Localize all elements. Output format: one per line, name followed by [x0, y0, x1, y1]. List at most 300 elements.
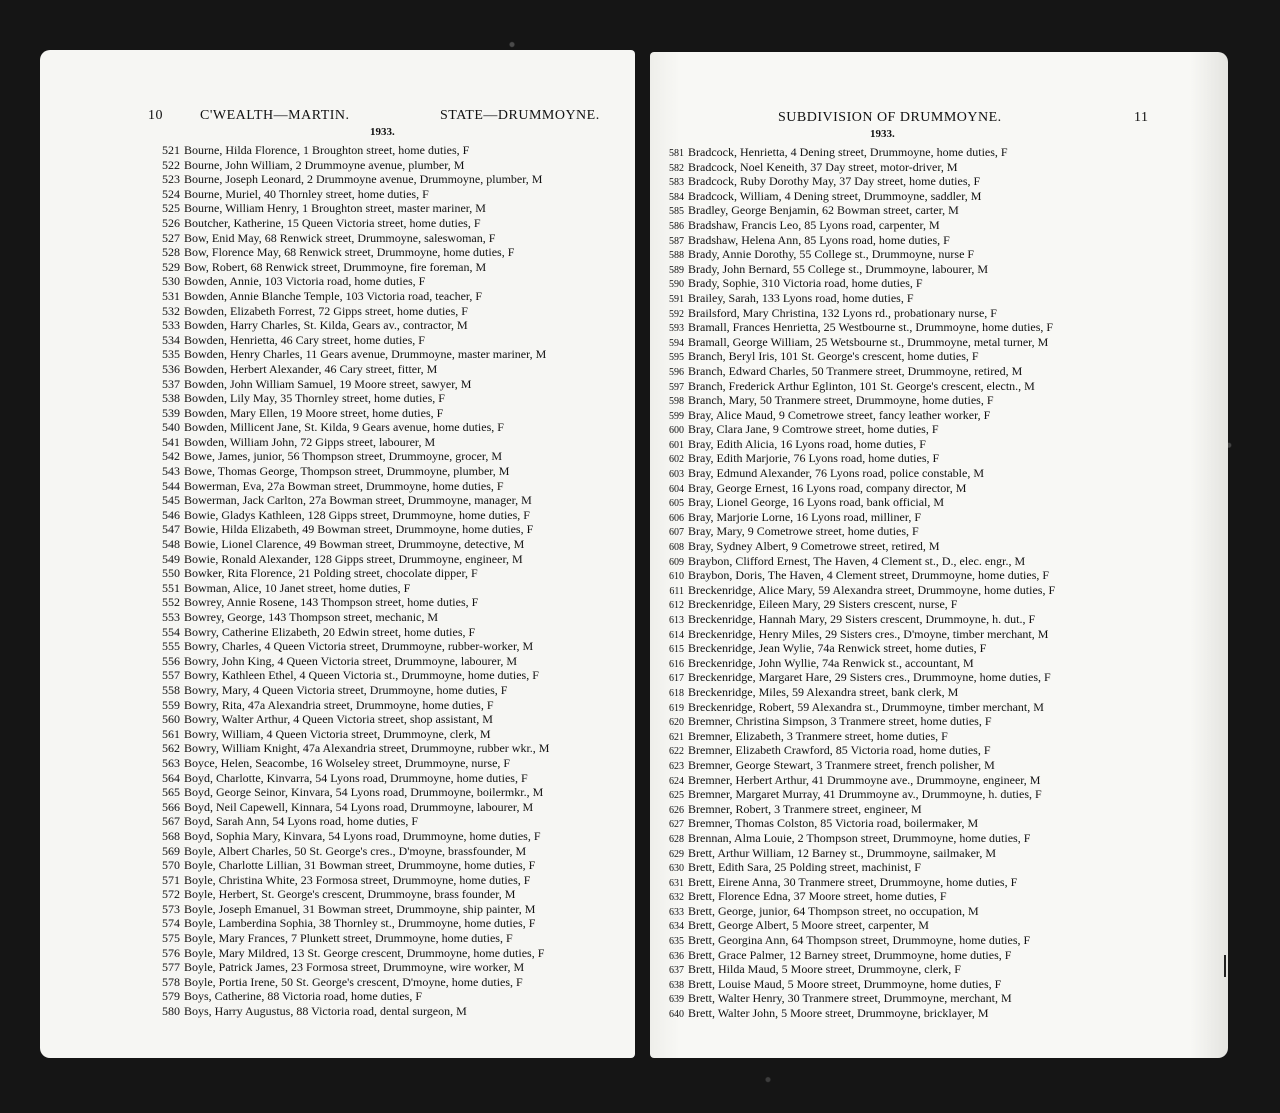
list-item	[148, 931, 635, 946]
list-item	[148, 406, 635, 421]
entry-text: Bourne, William Henry, 1 Broughton street, master mariner, M	[184, 201, 486, 216]
entry-number: 521	[162, 143, 180, 157]
entry-text: Brett, George Albert, 5 Moore street, carpenter, M	[688, 918, 929, 933]
entry-text: Brady, Annie Dorothy, 55 College st., Drummoyne, nurse F	[688, 247, 975, 262]
list-item	[148, 362, 635, 377]
entry-number: 633	[669, 906, 684, 918]
entry-text: Branch, Frederick Arthur Eglinton, 101 St. George's crescent, electn., M	[688, 378, 1035, 393]
entry-text: Brett, Walter John, 5 Moore street, Drummoyne, bricklayer, M	[688, 1006, 989, 1021]
entry-number: 625	[669, 790, 684, 802]
list-item	[148, 1004, 635, 1019]
entry-number: 548	[162, 537, 180, 552]
entry-number: 615	[669, 644, 684, 656]
list-item	[148, 449, 635, 464]
left-page-header	[40, 108, 635, 128]
list-item	[660, 816, 1215, 831]
entry-number: 555	[162, 639, 180, 654]
entry-number: 552	[162, 595, 180, 610]
entry-number: 573	[162, 901, 180, 916]
entry-number: 614	[669, 629, 684, 641]
entry-text: Bramall, George William, 25 Wetsbourne st., Drummoyne, metal turner, M	[688, 334, 1049, 349]
entry-number: 626	[669, 804, 684, 816]
list-item	[660, 1006, 1215, 1021]
entry-text: Bradcock, Noel Keneith, 37 Day street, motor-driver, M	[688, 159, 958, 174]
entry-text: Breckenridge, Eileen Mary, 29 Sisters crescent, nurse, F	[688, 597, 958, 612]
list-item	[660, 860, 1215, 875]
entry-number: 550	[162, 566, 180, 581]
entry-text: Bowie, Hilda Elizabeth, 49 Bowman street, Drummoyne, home duties, F	[184, 522, 534, 537]
entry-number: 562	[162, 741, 180, 756]
right-entries-list	[660, 145, 1215, 1021]
list-item	[660, 641, 1215, 656]
list-item	[660, 218, 1215, 233]
list-item	[660, 758, 1215, 773]
entry-text: Bradcock, William, 4 Dening street, Drummoyne, saddler, M	[688, 188, 982, 203]
entry-number: 558	[162, 682, 180, 697]
entry-number: 611	[669, 585, 684, 597]
entry-number: 523	[162, 172, 180, 187]
list-item	[148, 464, 635, 479]
list-item	[660, 700, 1215, 715]
right-page-number: 11	[1134, 110, 1149, 125]
entry-number: 566	[162, 799, 180, 814]
list-item	[148, 581, 635, 596]
entry-text: Brett, Eirene Anna, 30 Tranmere street, Drummoyne, home duties, F	[688, 874, 1018, 889]
list-item	[148, 727, 635, 742]
list-item	[660, 174, 1215, 189]
left-entries-list	[148, 143, 635, 1019]
list-item	[660, 729, 1215, 744]
list-item	[148, 654, 635, 669]
list-item	[660, 291, 1215, 306]
list-item	[148, 989, 635, 1004]
entry-text: Bray, Edmund Alexander, 76 Lyons road, police constable, M	[688, 466, 985, 481]
entry-text: Bremner, Herbert Arthur, 41 Drummoyne ave., Drummoyne, engineer, M	[688, 772, 1041, 787]
entry-text: Bowden, Elizabeth Forrest, 72 Gipps street, home duties, F	[184, 303, 468, 318]
entry-number: 637	[669, 965, 684, 977]
entry-text: Bowry, William Knight, 47a Alexandria street, Drummoyne, rubber wkr., M	[184, 741, 550, 756]
list-item	[148, 698, 635, 713]
list-item	[148, 347, 635, 362]
entry-number: 525	[162, 201, 180, 216]
list-item	[148, 260, 635, 275]
list-item	[660, 627, 1215, 642]
list-item	[660, 466, 1215, 481]
entry-text: Bray, Edith Marjorie, 76 Lyons road, home duties, F	[688, 451, 940, 466]
entry-text: Bremner, Elizabeth Crawford, 85 Victoria road, home duties, F	[688, 743, 991, 758]
entry-text: Brett, Georgina Ann, 64 Thompson street, Drummoyne, home duties, F	[688, 933, 1031, 948]
entry-text: Bowden, John William Samuel, 19 Moore street, sawyer, M	[184, 376, 472, 391]
entry-text: Brennan, Alma Louie, 2 Thompson street, Drummoyne, home duties, F	[688, 830, 1031, 845]
list-item	[660, 203, 1215, 218]
entry-text: Bremner, Robert, 3 Tranmere street, engineer, M	[688, 801, 922, 816]
entry-text: Boys, Harry Augustus, 88 Victoria road, dental surgeon, M	[184, 1004, 467, 1019]
list-item	[660, 364, 1215, 379]
entry-text: Breckenridge, John Wyllie, 74a Renwick st., accountant, M	[688, 655, 974, 670]
list-item	[148, 844, 635, 859]
entry-number: 522	[162, 157, 180, 172]
entry-text: Brett, Arthur William, 12 Barney st., Drummoyne, sailmaker, M	[688, 845, 997, 860]
list-item	[148, 829, 635, 844]
entry-number: 524	[162, 186, 180, 201]
entry-text: Brailsford, Mary Christina, 132 Lyons rd., probationary nurse, F	[688, 305, 997, 320]
entry-text: Bourne, Hilda Florence, 1 Broughton street, home duties, F	[184, 143, 470, 157]
entry-number: 530	[162, 274, 180, 289]
entry-text: Brailey, Sarah, 133 Lyons road, home duties, F	[688, 290, 914, 305]
entry-text: Bowden, Annie Blanche Temple, 103 Victoria road, teacher, F	[184, 288, 483, 303]
left-page-number: 10	[148, 108, 163, 123]
entry-number: 639	[669, 994, 684, 1006]
entry-text: Bradshaw, Helena Ann, 85 Lyons road, home duties, F	[688, 232, 950, 247]
left-page	[40, 50, 635, 1058]
entry-number: 623	[669, 760, 684, 772]
list-item	[148, 800, 635, 815]
list-item	[148, 741, 635, 756]
entry-text: Bray, Clara Jane, 9 Comtrowe street, home duties, F	[688, 422, 939, 437]
entry-text: Bremner, Margaret Murray, 41 Drummoyne av., Drummoyne, h. duties, F	[688, 787, 1042, 802]
entry-text: Boyd, Neil Capewell, Kinnara, 54 Lyons road, Drummoyne, labourer, M	[184, 799, 534, 814]
list-item	[660, 568, 1215, 583]
entry-text: Branch, Mary, 50 Tranmere street, Drummoyne, home duties, F	[688, 393, 994, 408]
entry-number: 567	[162, 814, 180, 829]
list-item	[148, 245, 635, 260]
list-item	[660, 918, 1215, 933]
entry-number: 607	[669, 527, 684, 539]
list-item	[148, 391, 635, 406]
entry-number: 535	[162, 347, 180, 362]
list-item	[148, 187, 635, 202]
entry-text: Bowry, Rita, 47a Alexandria street, Drummoyne, home duties, F	[184, 697, 494, 712]
entry-text: Bray, Edith Alicia, 16 Lyons road, home duties, F	[688, 436, 926, 451]
entry-text: Boyle, Mary Mildred, 13 St. George crescent, Drummoyne, home duties, F	[184, 945, 545, 960]
list-item	[148, 435, 635, 450]
list-item	[660, 583, 1215, 598]
entry-text: Bowerman, Jack Carlton, 27a Bowman street, Drummoyne, manager, M	[184, 493, 532, 508]
right-page-header	[650, 110, 1228, 130]
entry-text: Bowry, Catherine Elizabeth, 20 Edwin street, home duties, F	[184, 624, 476, 639]
entry-number: 563	[162, 755, 180, 770]
entry-text: Brett, George, junior, 64 Thompson street, no occupation, M	[688, 903, 979, 918]
entry-text: Bowe, Thomas George, Thompson street, Drummoyne, plumber, M	[184, 464, 510, 479]
list-item	[148, 304, 635, 319]
entry-text: Bowden, Henry Charles, 11 Gears avenue, Drummoyne, master mariner, M	[184, 347, 547, 362]
entry-number: 592	[669, 308, 684, 320]
list-item	[148, 814, 635, 829]
entry-number: 600	[669, 425, 684, 437]
entry-number: 577	[162, 960, 180, 975]
list-item	[148, 595, 635, 610]
list-item	[148, 668, 635, 683]
entry-text: Breckenridge, Henry Miles, 29 Sisters cres., D'moyne, timber merchant, M	[688, 626, 1049, 641]
list-item	[148, 566, 635, 581]
entry-number: 603	[669, 469, 684, 481]
entry-number: 565	[162, 785, 180, 800]
entry-number: 571	[162, 872, 180, 887]
entry-text: Bowry, Charles, 4 Queen Victoria street, Drummoyne, rubber-worker, M	[184, 639, 534, 654]
list-item	[148, 858, 635, 873]
entry-number: 569	[162, 843, 180, 858]
list-item	[148, 887, 635, 902]
list-item	[660, 685, 1215, 700]
entry-number: 630	[669, 863, 684, 875]
entry-text: Braybon, Doris, The Haven, 4 Clement street, Drummoyne, home duties, F	[688, 568, 1050, 583]
list-item	[660, 481, 1215, 496]
entry-number: 536	[162, 361, 180, 376]
entry-text: Bowry, William, 4 Queen Victoria street, Drummoyne, clerk, M	[184, 726, 491, 741]
left-page-year: 1933.	[370, 126, 395, 138]
entry-number: 616	[669, 658, 684, 670]
entry-number: 595	[669, 352, 684, 364]
list-item	[660, 539, 1215, 554]
entry-text: Bremner, Elizabeth, 3 Tranmere street, home duties, F	[688, 728, 948, 743]
entry-number: 576	[162, 945, 180, 960]
entry-number: 529	[162, 259, 180, 274]
list-item	[660, 773, 1215, 788]
list-item	[148, 318, 635, 333]
entry-number: 564	[162, 770, 180, 785]
list-item	[148, 333, 635, 348]
list-item	[660, 262, 1215, 277]
entry-text: Bray, Marjorie Lorne, 16 Lyons road, milliner, F	[688, 509, 922, 524]
entry-text: Bowden, Millicent Jane, St. Kilda, 9 Gears avenue, home duties, F	[184, 420, 504, 435]
entry-text: Bourne, John William, 2 Drummoyne avenue, plumber, M	[184, 157, 465, 172]
entry-number: 537	[162, 376, 180, 391]
list-item	[660, 802, 1215, 817]
entry-text: Bowry, Walter Arthur, 4 Queen Victoria street, shop assistant, M	[184, 712, 493, 727]
list-item	[660, 422, 1215, 437]
list-item	[660, 991, 1215, 1006]
entry-number: 549	[162, 551, 180, 566]
page-edge-mark	[1224, 955, 1226, 977]
entry-number: 619	[669, 702, 684, 714]
entry-number: 604	[669, 483, 684, 495]
entry-text: Bowie, Gladys Kathleen, 128 Gipps street, Drummoyne, home duties, F	[184, 507, 530, 522]
right-header-subdivision: SUBDIVISION OF DRUMMOYNE.	[778, 110, 1002, 125]
list-item	[660, 408, 1215, 423]
entry-text: Bowry, Kathleen Ethel, 4 Queen Victoria st., Drummoyne, home duties, F	[184, 668, 539, 683]
entry-number: 609	[669, 556, 684, 568]
entry-text: Boutcher, Katherine, 15 Queen Victoria street, home duties, F	[184, 215, 481, 230]
list-item	[660, 276, 1215, 291]
list-item	[148, 289, 635, 304]
list-item	[660, 510, 1215, 525]
list-item	[660, 889, 1215, 904]
list-item	[660, 554, 1215, 569]
entry-text: Bowden, Harry Charles, St. Kilda, Gears av., contractor, M	[184, 318, 468, 333]
list-item	[660, 743, 1215, 758]
list-item	[660, 977, 1215, 992]
entry-number: 543	[162, 464, 180, 479]
entry-number: 575	[162, 931, 180, 946]
list-item	[660, 233, 1215, 248]
entry-number: 606	[669, 512, 684, 524]
entry-text: Bourne, Joseph Leonard, 2 Drummoyne avenue, Drummoyne, plumber, M	[184, 172, 543, 187]
entry-number: 597	[669, 381, 684, 393]
list-item	[660, 846, 1215, 861]
entry-number: 532	[162, 303, 180, 318]
list-item	[148, 946, 635, 961]
entry-number: 540	[162, 420, 180, 435]
entry-text: Boyle, Lamberdina Sophia, 38 Thornley st., Drummoyne, home duties, F	[184, 916, 536, 931]
list-item	[148, 975, 635, 990]
entry-number: 617	[669, 673, 684, 685]
entry-number: 544	[162, 478, 180, 493]
list-item	[660, 714, 1215, 729]
list-item	[660, 437, 1215, 452]
list-item	[148, 274, 635, 289]
entry-text: Boyd, Sophia Mary, Kinvara, 54 Lyons road, Drummoyne, home duties, F	[184, 828, 541, 843]
entry-number: 632	[669, 892, 684, 904]
list-item	[660, 933, 1215, 948]
list-item	[148, 231, 635, 246]
entry-text: Bowman, Alice, 10 Janet street, home duties, F	[184, 580, 411, 595]
list-item	[148, 902, 635, 917]
entry-number: 620	[669, 717, 684, 729]
entry-text: Bray, George Ernest, 16 Lyons road, company director, M	[688, 480, 967, 495]
list-item	[148, 479, 635, 494]
list-item	[660, 831, 1215, 846]
entry-number: 572	[162, 887, 180, 902]
entry-text: Bowden, Lily May, 35 Thornley street, home duties, F	[184, 391, 445, 406]
list-item	[660, 787, 1215, 802]
list-item	[148, 625, 635, 640]
entry-text: Brett, Walter Henry, 30 Tranmere street, Drummoyne, merchant, M	[688, 991, 1012, 1006]
entry-text: Bray, Alice Maud, 9 Cometrowe street, fancy leather worker, F	[688, 407, 991, 422]
entry-text: Bradcock, Henrietta, 4 Dening street, Drummoyne, home duties, F	[688, 145, 1008, 159]
entry-text: Breckenridge, Margaret Hare, 29 Sisters cres., Drummoyne, home duties, F	[688, 670, 1051, 685]
entry-number: 582	[669, 162, 684, 174]
entry-text: Brett, Hilda Maud, 5 Moore street, Drummoyne, clerk, F	[688, 962, 961, 977]
entry-text: Boyle, Herbert, St. George's crescent, Drummoyne, brass founder, M	[184, 887, 516, 902]
entry-text: Bourne, Muriel, 40 Thornley street, home duties, F	[184, 186, 429, 201]
entry-number: 583	[669, 177, 684, 189]
list-item	[660, 597, 1215, 612]
entry-number: 578	[162, 974, 180, 989]
entry-number: 551	[162, 580, 180, 595]
entry-number: 622	[669, 746, 684, 758]
entry-number: 574	[162, 916, 180, 931]
entry-text: Bremner, George Stewart, 3 Tranmere street, french polisher, M	[688, 757, 995, 772]
list-item	[660, 495, 1215, 510]
list-item	[660, 875, 1215, 890]
entry-number: 561	[162, 726, 180, 741]
entry-text: Bremner, Christina Simpson, 3 Tranmere street, home duties, F	[688, 714, 992, 729]
list-item	[660, 145, 1215, 160]
list-item	[148, 537, 635, 552]
list-item	[660, 904, 1215, 919]
entry-text: Brett, Louise Maud, 5 Moore street, Drummoyne, home duties, F	[688, 976, 1002, 991]
entry-text: Braybon, Clifford Ernest, The Haven, 4 Clement st., D., elec. engr., M	[688, 553, 1026, 568]
list-item	[660, 189, 1215, 204]
entry-number: 580	[162, 1004, 180, 1019]
entry-text: Bradshaw, Francis Leo, 85 Lyons road, carpenter, M	[688, 217, 940, 232]
entry-text: Bray, Lionel George, 16 Lyons road, bank official, M	[688, 495, 945, 510]
entry-number: 621	[669, 731, 684, 743]
list-item	[148, 610, 635, 625]
entry-number: 553	[162, 610, 180, 624]
entry-number: 636	[669, 950, 684, 962]
entry-number: 557	[162, 668, 180, 683]
entry-text: Boyle, Christina White, 23 Formosa street, Drummoyne, home duties, F	[184, 872, 531, 887]
list-item	[148, 960, 635, 975]
list-item	[148, 771, 635, 786]
entry-number: 588	[669, 250, 684, 262]
entry-text: Bowie, Lionel Clarence, 49 Bowman street, Drummoyne, detective, M	[184, 537, 525, 552]
list-item	[148, 785, 635, 800]
entry-text: Breckenridge, Robert, 59 Alexandra st., Drummoyne, timber merchant, M	[688, 699, 1044, 714]
entry-number: 581	[669, 148, 684, 159]
entry-number: 559	[162, 697, 180, 712]
list-item	[148, 377, 635, 392]
entry-text: Bow, Robert, 68 Renwick street, Drummoyne, fire foreman, M	[184, 259, 487, 274]
right-page	[650, 52, 1228, 1058]
entry-number: 556	[162, 653, 180, 668]
entry-number: 546	[162, 507, 180, 522]
entry-text: Boyle, Portia Irene, 50 St. George's crescent, D'moyne, home duties, F	[184, 974, 523, 989]
entry-text: Bowden, William John, 72 Gipps street, labourer, M	[184, 434, 436, 449]
entry-number: 618	[669, 687, 684, 699]
entry-number: 596	[669, 366, 684, 378]
entry-number: 631	[669, 877, 684, 889]
entry-number: 593	[669, 323, 684, 335]
entry-number: 591	[669, 293, 684, 305]
left-header-subdivision: STATE—DRUMMOYNE.	[440, 108, 600, 123]
entry-text: Bowden, Henrietta, 46 Cary street, home duties, F	[184, 332, 425, 347]
entry-number: 613	[669, 615, 684, 626]
entry-text: Branch, Beryl Iris, 101 St. George's crescent, home duties, F	[688, 349, 979, 364]
list-item	[148, 201, 635, 216]
entry-text: Bowker, Rita Florence, 21 Polding street, chocolate dipper, F	[184, 566, 478, 581]
entry-number: 589	[669, 264, 684, 276]
list-item	[148, 508, 635, 523]
list-item	[660, 670, 1215, 685]
list-item	[660, 349, 1215, 364]
entry-number: 599	[669, 410, 684, 422]
entry-number: 640	[669, 1009, 684, 1021]
entry-text: Boyle, Joseph Emanuel, 31 Bowman street, Drummoyne, ship painter, M	[184, 901, 536, 916]
entry-text: Bowrey, George, 143 Thompson street, mechanic, M	[184, 610, 439, 624]
entry-number: 634	[669, 921, 684, 933]
list-item	[660, 320, 1215, 335]
entry-text: Bradcock, Ruby Dorothy May, 37 Day street, home duties, F	[688, 174, 981, 189]
entry-text: Brady, Sophie, 310 Victoria road, home duties, F	[688, 276, 923, 291]
entry-text: Bow, Florence May, 68 Renwick street, Drummoyne, home duties, F	[184, 245, 515, 260]
entry-number: 612	[669, 600, 684, 612]
entry-text: Boyce, Helen, Seacombe, 16 Wolseley street, Drummoyne, nurse, F	[184, 755, 511, 770]
entry-text: Boyle, Charlotte Lillian, 31 Bowman street, Drummoyne, home duties, F	[184, 858, 536, 873]
entry-number: 545	[162, 493, 180, 508]
entry-number: 605	[669, 498, 684, 510]
entry-text: Boyd, Charlotte, Kinvarra, 54 Lyons road, Drummoyne, home duties, F	[184, 770, 528, 785]
list-item	[660, 306, 1215, 321]
entry-number: 635	[669, 936, 684, 948]
entry-text: Bowden, Annie, 103 Victoria road, home duties, F	[184, 274, 426, 289]
right-page-year: 1933.	[870, 128, 895, 140]
entry-number: 610	[669, 571, 684, 583]
entry-number: 533	[162, 318, 180, 333]
list-item	[660, 948, 1215, 963]
entry-text: Bray, Sydney Albert, 9 Cometrowe street, retired, M	[688, 539, 940, 554]
list-item	[660, 393, 1215, 408]
list-item	[660, 524, 1215, 539]
entry-number: 528	[162, 245, 180, 260]
entry-number: 629	[669, 848, 684, 860]
list-item	[660, 451, 1215, 466]
entry-text: Bow, Enid May, 68 Renwick street, Drummoyne, saleswoman, F	[184, 230, 496, 245]
entry-number: 602	[669, 454, 684, 466]
entry-number: 542	[162, 449, 180, 464]
list-item	[660, 962, 1215, 977]
